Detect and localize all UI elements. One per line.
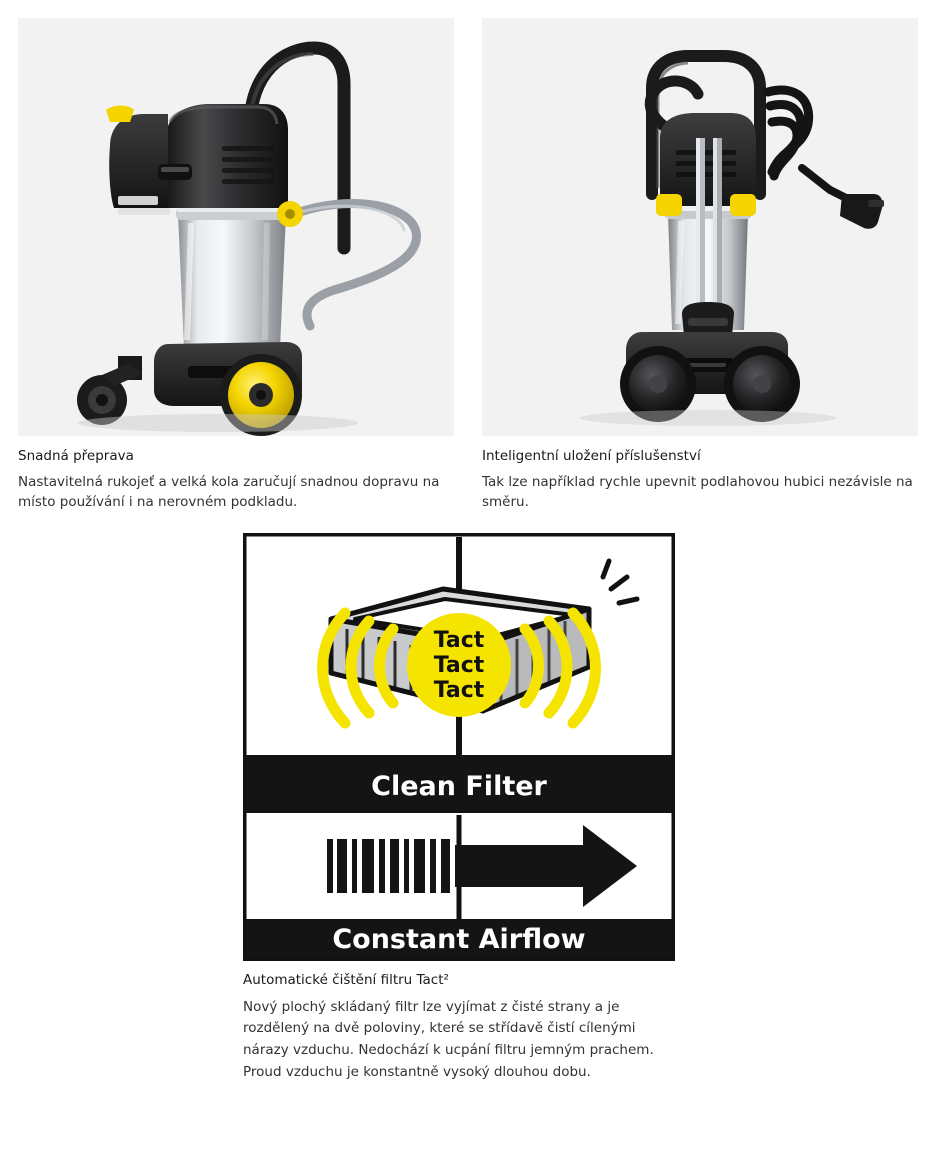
- karcher-vacuum-rear-view: [482, 18, 918, 436]
- karcher-vacuum-side-view: [18, 18, 454, 436]
- tact-text: Nový plochý skládaný filtr lze vyjímat z čisté strany a je rozdělený na dvě poloviny, které se střídavě čistí cílenými nárazy vzduchu. Nedochází k ucpání filtru jemným prachem. Proud vzduchu je konstantně vysoký dlouhou dobu.: [243, 998, 654, 1081]
- feature-text: Tak lze například rychle upevnit podlahovou hubici nezávisle na směru.: [482, 473, 913, 511]
- clean-filter-label: Clean Filter: [371, 771, 547, 802]
- tact-caption: Automatické čištění filtru Tact²: [243, 972, 449, 988]
- feature-text: Nastavitelná rukojeť a velká kola zaručují snadnou dopravu na místo používání i na nerovném podkladu.: [18, 473, 440, 511]
- tact-label-3: Tact: [433, 678, 485, 703]
- constant-airflow-label: Constant Airflow: [332, 924, 586, 955]
- tact-label-1: Tact: [433, 628, 485, 653]
- tact-feature-block: [243, 533, 675, 1084]
- feature-card-transport: [18, 18, 454, 513]
- feature-caption: Inteligentní uložení příslušenství: [482, 448, 701, 464]
- feature-card-storage: [482, 18, 918, 513]
- feature-caption: Snadná přeprava: [18, 448, 134, 464]
- tact-filter-cleaning-diagram: [243, 533, 675, 961]
- feature-row: [18, 18, 918, 513]
- tact-label-2: Tact: [433, 653, 485, 678]
